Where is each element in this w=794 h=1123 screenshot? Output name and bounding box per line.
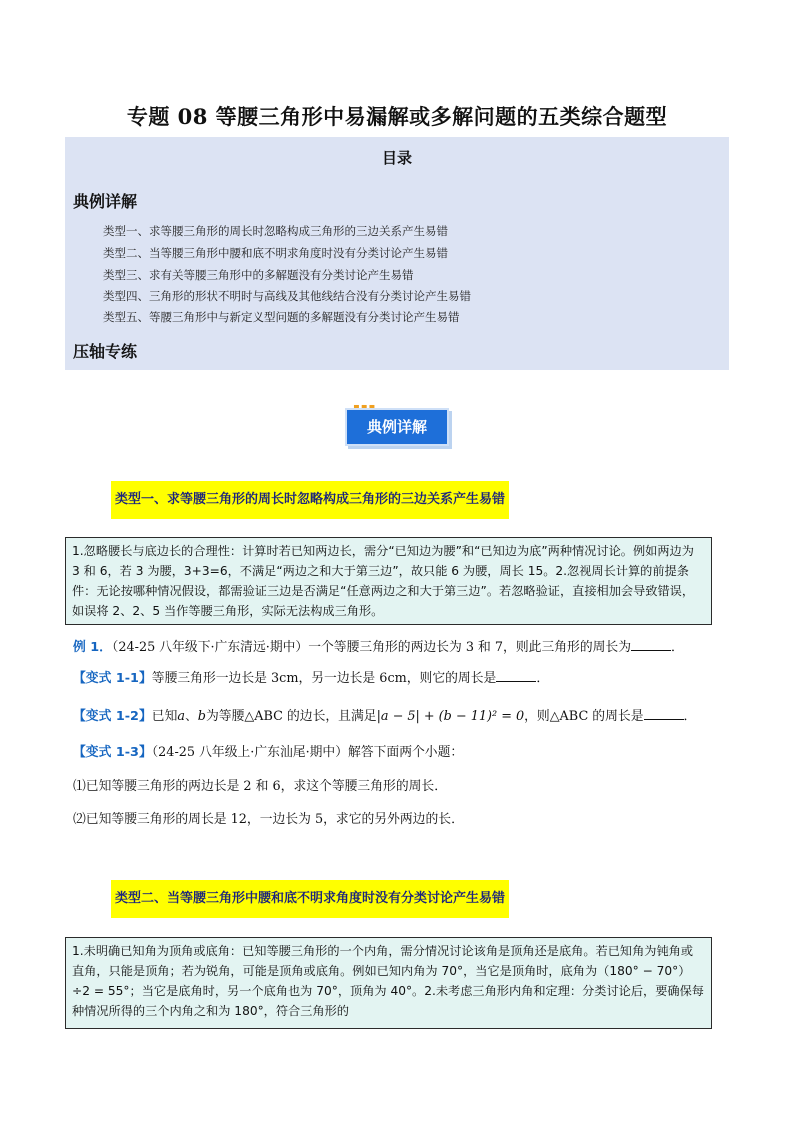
toc-item-5[interactable]: 类型五、等腰三角形中与新定义型问题的多解题没有分类讨论产生易错 bbox=[103, 310, 460, 324]
answer-blank bbox=[644, 706, 684, 720]
variant-1-1-tag: 【变式 1-1】 bbox=[73, 671, 152, 686]
table-of-contents bbox=[65, 137, 729, 370]
variant-1-2-text-a: 已知 bbox=[151, 709, 178, 724]
variant-1-2 bbox=[73, 705, 696, 724]
example-1-tag: 例 1． bbox=[73, 640, 112, 655]
type1-heading: 类型一、求等腰三角形的周长时忽略构成三角形的三边关系产生易错 bbox=[111, 481, 509, 519]
equation: |a − 5| + (b − 11)² = 0 bbox=[376, 709, 525, 724]
question-1: ⑴已知等腰三角形的两边长是 2 和 6，求这个等腰三角形的周长． bbox=[73, 779, 448, 794]
toc-heading: 目录 bbox=[381, 149, 412, 167]
variant-1-3-text: （24-25 八年级上·广东汕尾·期中）解答下面两个小题： bbox=[151, 745, 464, 760]
toc-item-3[interactable]: 类型三、求有关等腰三角形中的多解题没有分类讨论产生易错 bbox=[103, 268, 414, 282]
variant-1-1 bbox=[73, 667, 549, 686]
answer-blank bbox=[496, 668, 536, 682]
variant-1-1-text: 等腰三角形一边长是 3cm，另一边长是 6cm，则它的周长是 bbox=[151, 671, 497, 686]
toc-item-4[interactable]: 类型四、三角形的形状不明时与高线及其他线结合没有分类讨论产生易错 bbox=[103, 289, 471, 303]
question-2: ⑵已知等腰三角形的周长是 12，一边长为 5，求它的另外两边的长． bbox=[73, 812, 464, 827]
toc-section-examples[interactable]: 典例详解 bbox=[73, 192, 138, 211]
toc-item-2[interactable]: 类型二、当等腰三角形中腰和底不明求角度时没有分类讨论产生易错 bbox=[103, 246, 448, 260]
section-badge bbox=[345, 404, 449, 446]
example-1-text: （24-25 八年级下·广东清远·期中）一个等腰三角形的两边长为 3 和 7，则此三角形的周长为 bbox=[111, 640, 632, 655]
variant-1-3 bbox=[73, 741, 463, 760]
example-1 bbox=[73, 636, 684, 655]
badge-label: 典例详解 bbox=[345, 408, 449, 446]
type2-note-box: 1.未明确已知角为顶角或底角：已知等腰三角形的一个内角，需分情况讨论该角是顶角还是底角。若已知角为钝角或直角，只能是顶角；若为锐角，可能是顶角或底角。例如已知内角为 70°，当它是顶角时，底角为（180° − 70°）÷2 = 55°；当它是底角时，另一个底角也为 70°，顶角为 40°。2.未考虑三角形内角和定理：分类讨论后，要确保每种情况所得的三个内角之和为 180°，符合三角形的 bbox=[65, 937, 712, 1029]
variant-1-2-text-b: 、 bbox=[185, 709, 198, 724]
period: ． bbox=[683, 709, 697, 724]
period: ． bbox=[671, 640, 684, 655]
variable-a: a bbox=[177, 709, 185, 724]
page-title: 专题 08 等腰三角形中易漏解或多解问题的五类综合题型 bbox=[126, 104, 668, 129]
type1-note-box: 1.忽略腰长与底边长的合理性：计算时若已知两边长，需分“已知边为腰”和“已知边为底”两种情况讨论。例如两边为 3 和 6，若 3 为腰，3+3=6，不满足“两边之和大于第三边”，故只能 6 为腰，周长 15。2.忽视周长计算的前提条件：无论按哪种情况假设，都需验证三边是否满足“任意两边之和大于第三边”。若忽略验证，直接相加会导致错误，如误将 2、2、5 当作等腰三角形，实际无法构成三角形。 bbox=[65, 537, 712, 625]
period: ． bbox=[536, 671, 550, 686]
answer-blank bbox=[631, 637, 671, 651]
type2-heading: 类型二、当等腰三角形中腰和底不明求角度时没有分类讨论产生易错 bbox=[111, 880, 509, 918]
variable-b: b bbox=[197, 709, 206, 724]
variant-1-2-text-c: 为等腰△ABC 的边长，且满足 bbox=[206, 709, 377, 724]
variant-1-3-tag: 【变式 1-3】 bbox=[73, 745, 152, 760]
toc-item-1[interactable]: 类型一、求等腰三角形的周长时忽略构成三角形的三边关系产生易错 bbox=[103, 224, 448, 238]
variant-1-2-tag: 【变式 1-2】 bbox=[73, 709, 152, 724]
toc-section-exercises[interactable]: 压轴专练 bbox=[73, 342, 138, 361]
variant-1-2-text-d: ，则△ABC 的周长是 bbox=[524, 709, 644, 724]
